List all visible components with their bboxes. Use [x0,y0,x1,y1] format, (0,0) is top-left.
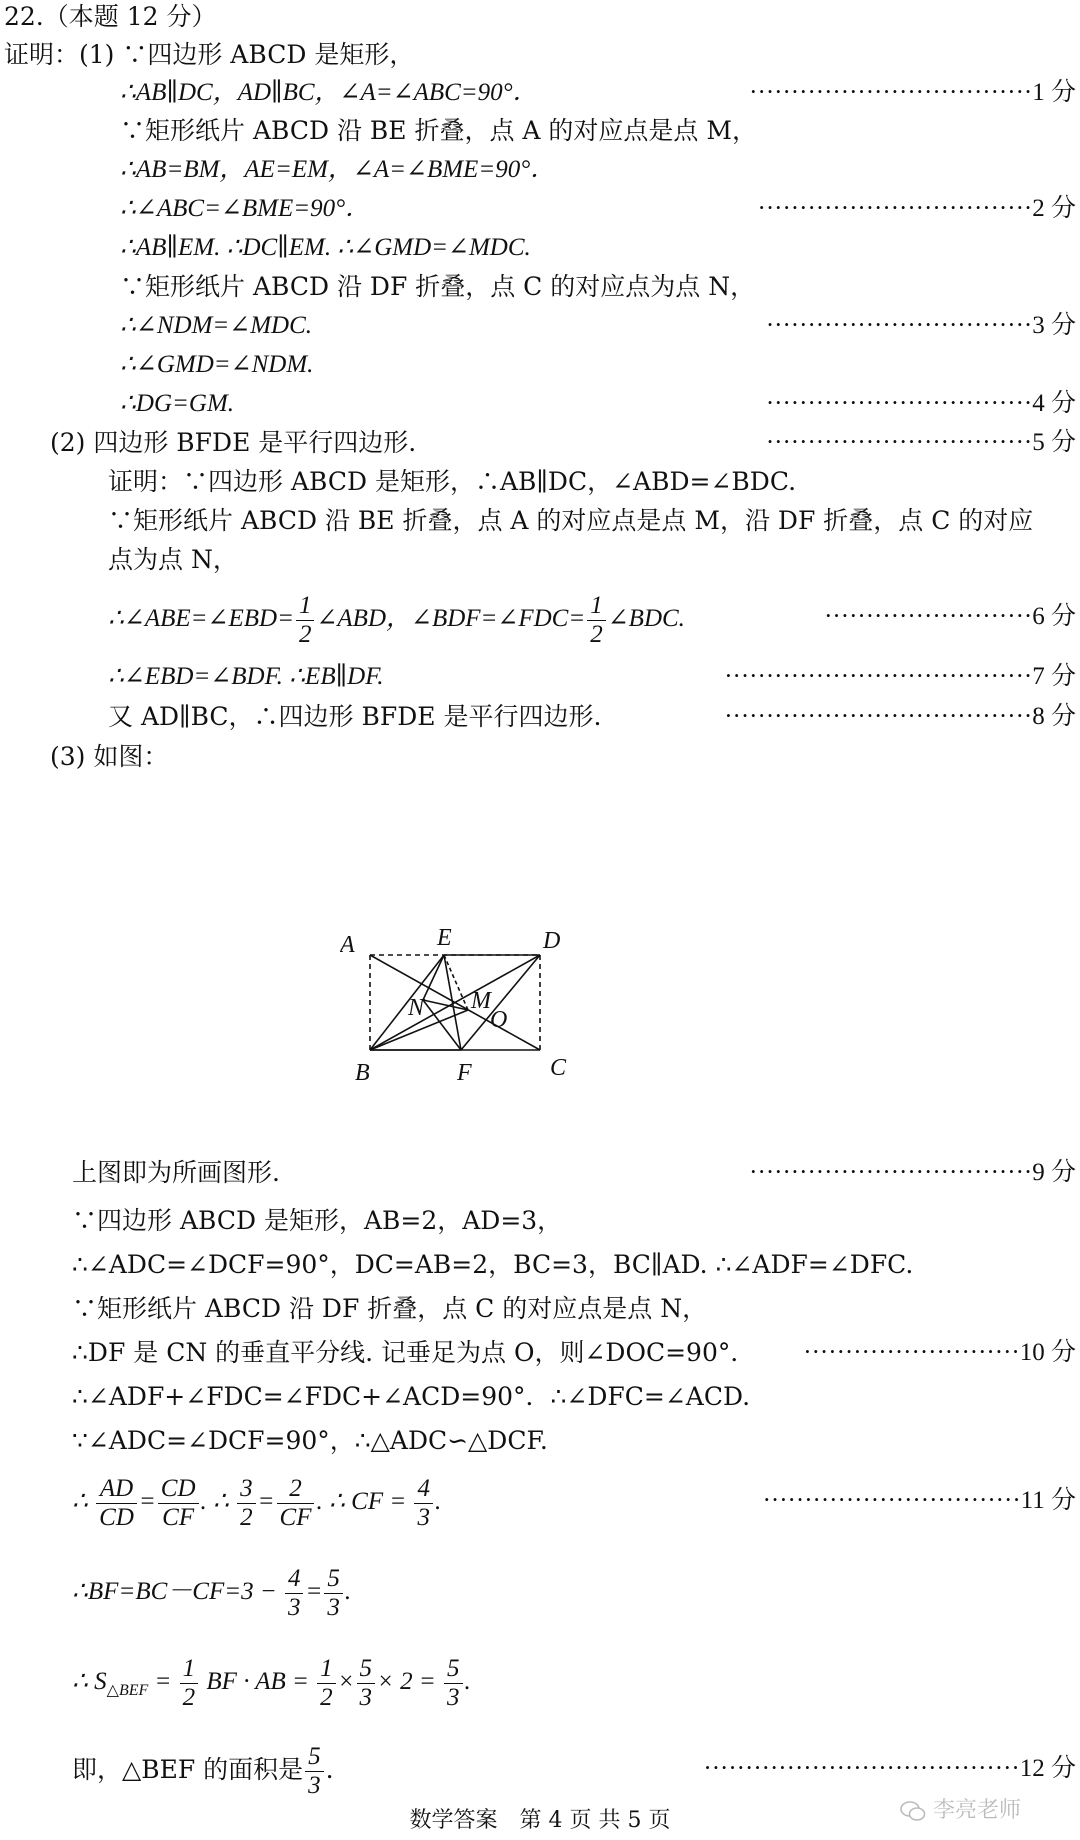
part1-line5: ∴∠ABC=∠BME=90°． [120,195,371,222]
part3-line1: (3) 如图： [50,742,169,771]
part3-line12: 即，△BEF 的面积是 $\frac{5}{3}$ . [72,1743,334,1799]
label-c: C [550,1055,567,1081]
part2-line1: (2) 四边形 BFDE 是平行四边形. [50,428,417,457]
score-2: ·································2 分 [757,195,1076,222]
part1-line6: ∴AB∥EM. ∴DC∥EM. ∴∠GMD=∠MDC. [120,234,531,261]
part1-line8: ∴∠NDM=∠MDC. [120,312,313,339]
segment-ef [444,955,461,1050]
question-header: 22.（本题 12 分） [4,2,217,31]
part2-line6: ∴∠EBD=∠BDF. ∴EB∥DF. [108,663,384,690]
part3-line3: ∵四边形 ABCD 是矩形，AB=2，AD=3， [72,1206,563,1235]
label-o: O [490,1007,508,1033]
score-10: ··························10 分 [803,1339,1076,1366]
part3-line5: ∵矩形纸片 ABCD 沿 DF 折叠，点 C 的对应点是点 N， [72,1294,708,1323]
score-11: ·······························11 分 [762,1487,1076,1514]
label-b: B [355,1060,370,1086]
watermark [900,1796,1021,1826]
part3-line4: ∴∠ADC=∠DCF=90°，DC=AB=2，BC=3，BC∥AD. ∴∠ADF=∠DFC. [72,1250,914,1279]
score-3: ································3 分 [765,312,1076,339]
label-n: N [408,995,425,1021]
score-9: ··································9 分 [749,1159,1076,1186]
score-5: ································5 分 [765,429,1076,456]
part3-line10: ∴BF=BC－CF=3 − $\frac{4}{3}$ = $\frac{5}{3}$ . [72,1564,352,1621]
score-6: ·························6 分 [824,603,1076,630]
part3-line8: ∵∠ADC=∠DCF=90°，∴△ADC∽△DCF. [72,1426,548,1455]
part2-line2: 证明：∵四边形 ABCD 是矩形，∴AB∥DC，∠ABD=∠BDC. [108,467,797,496]
part1-line9: ∴∠GMD=∠NDM. [120,351,314,378]
score-12: ······································12 分 [703,1755,1076,1782]
part1-line2: ∴AB∥DC，AD∥BC，∠A=∠ABC=90°． [120,79,538,106]
part1-line4: ∴AB=BM，AE=EM，∠A=∠BME=90°． [120,156,556,183]
part2-line5: ∴∠ABE=∠EBD= $\frac{1}{2}$ ∠ABD，∠BDF=∠FDC= $\frac{1}{2}$ ∠BDC. [108,591,685,648]
label-m: M [471,988,491,1014]
page-footer: 数学答案 第 4 页 共 5 页 [409,1808,671,1833]
part1-line10: ∴DG=GM. [120,390,235,417]
part2-line7: 又 AD∥BC，∴四边形 BFDE 是平行四边形. [108,702,602,731]
part1-line1: 证明：(1) ∵四边形 ABCD 是矩形， [4,40,415,69]
label-d: D [543,928,561,954]
label-e: E [437,925,452,951]
part2-line4: 点为点 N， [108,545,238,574]
geometry-figure [340,915,590,1115]
score-1: ··································1 分 [749,79,1076,106]
part3-line11: ∴ $S_{\triangle BEF}$ = $\frac{1}{2}$ BF · AB = $\frac{1}{2}$ × $\frac{5}{3}$ × 2 = $\frac{5}{3}$ . [72,1654,471,1711]
part3-line6: ∴DF 是 CN 的垂直平分线. 记垂足为点 O，则∠DOC=90°． [72,1338,756,1367]
part1-line7: ∵矩形纸片 ABCD 沿 DF 折叠，点 C 的对应点为点 N， [120,272,756,301]
part3-line2: 上图即为所画图形. [72,1158,280,1187]
score-4: ································4 分 [765,390,1076,417]
wechat-icon [900,1800,926,1822]
label-a: A [340,932,355,958]
part1-line3: ∵矩形纸片 ABCD 沿 BE 折叠，点 A 的对应点是点 M， [120,116,757,145]
score-7: ·····································7 分 [724,663,1076,690]
score-8: ·····································8 分 [724,703,1076,730]
label-f: F [457,1060,472,1086]
part3-line9: ∴ $\frac{AD}{CD}$ = $\frac{CD}{CF}$ . ∴ $\frac{3}{2}$ = $\frac{2}{CF}$ . ∴ CF = $\frac{4}{3}$ . [72,1474,442,1531]
watermark-text: 李亮老师 [933,1798,1022,1823]
part3-line7: ∴∠ADF+∠FDC=∠FDC+∠ACD=90°．∴∠DFC=∠ACD. [72,1382,751,1411]
part2-line3: ∵矩形纸片 ABCD 沿 BE 折叠，点 A 的对应点是点 M，沿 DF 折叠，点 C 的对应 [108,506,1034,535]
